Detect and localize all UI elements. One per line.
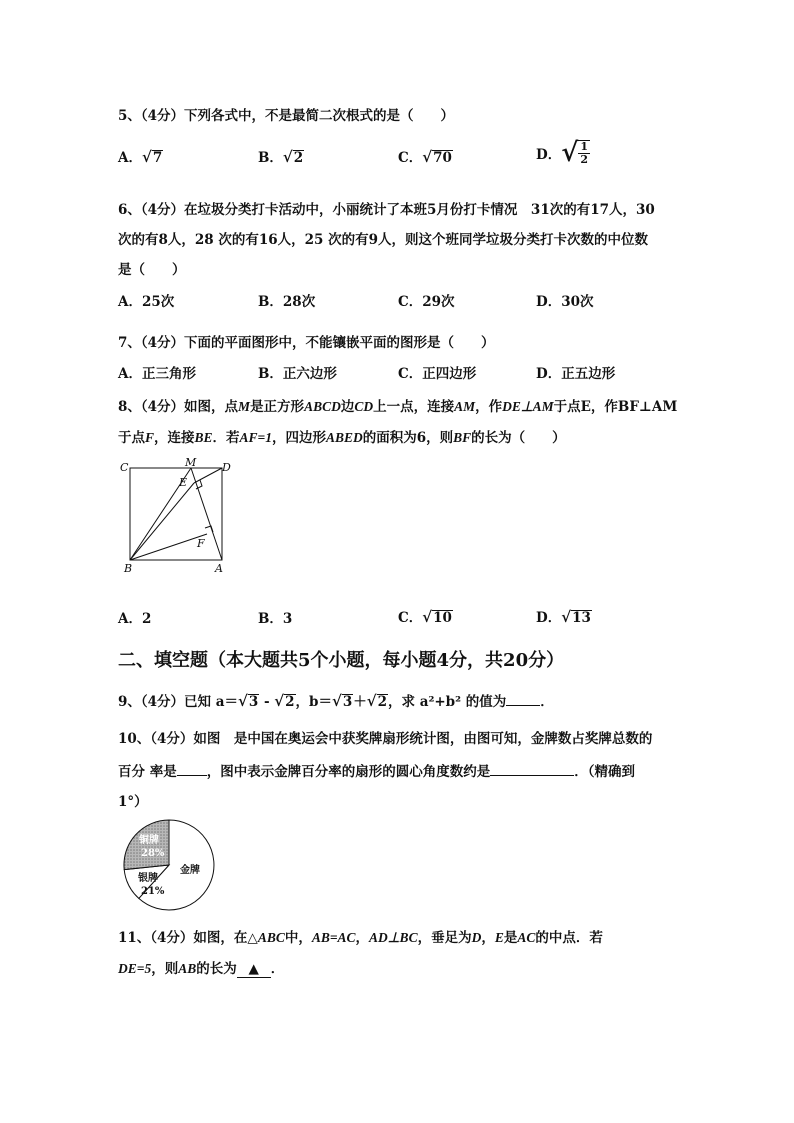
answer-blank[interactable]	[506, 705, 540, 706]
q8-var-abed: ABED	[325, 430, 363, 445]
q8-var-am: AM	[454, 399, 476, 414]
answer-blank[interactable]	[490, 775, 574, 776]
q8-var-bf: BF	[453, 430, 472, 445]
q8-text: 上一点，连接	[373, 399, 455, 415]
q8-text: 的面积为6，则	[362, 430, 454, 446]
q5-option-b	[258, 146, 304, 166]
fraction-numerator: 1	[580, 140, 588, 153]
q11-text: ，	[481, 930, 495, 946]
q10-text: ．（精确到	[574, 764, 635, 780]
q5-option-b-radicand: 2	[293, 150, 304, 166]
q5-option-d-label: D．	[536, 147, 562, 163]
q11-text: 是	[503, 930, 518, 946]
q9-text: ．	[540, 694, 554, 710]
q6-option-d: D．30次	[536, 294, 594, 310]
q5-option-c-label: C．	[398, 150, 423, 166]
label-e: E	[179, 476, 188, 489]
label-a: A	[215, 562, 223, 575]
q8-option-a: A．2	[118, 611, 152, 627]
q8-text: ，连接	[154, 430, 195, 446]
q8-option-d	[536, 606, 592, 626]
pie-label-silver-pct: 21%	[141, 886, 165, 897]
q10-line-1: 10、（4分）如图 是中国在奥运会中获奖牌扇形统计图，由图可知，金牌数占奖牌总数的	[118, 731, 653, 747]
q8-var-be: BE	[194, 430, 213, 445]
q8-option-c-label: C．	[398, 610, 423, 626]
q10-line-2	[118, 760, 635, 780]
q9-text: 9、（4分）已知 a＝	[118, 694, 238, 710]
q9-line	[118, 690, 554, 710]
label-d: D	[222, 461, 231, 474]
medal-pie-chart	[118, 816, 218, 914]
sqrt-sign: √	[331, 692, 342, 710]
q8-option-d-radicand: 13	[572, 610, 591, 626]
q5-option-a-label: A．	[118, 150, 142, 166]
q11-var-ab-ac: AB=AC	[311, 930, 356, 945]
q8-text: 于点E，作BF⊥AM	[553, 399, 678, 415]
q8-text: 的长为（ ）	[471, 430, 566, 446]
q11-text: 11、（4分）如图，在△	[118, 930, 258, 946]
q8-text: ．若	[212, 430, 240, 446]
q5-option-c-radicand: 70	[433, 150, 452, 166]
q11-text: 的中点．若	[535, 930, 603, 946]
sqrt-sign: √	[561, 608, 572, 626]
q9-text: ，b＝	[295, 694, 332, 710]
q8-var-de-perp-am: DE⊥AM	[502, 399, 554, 414]
q8-text: 于点	[118, 430, 145, 446]
q6-line-2: 次的有8人，28 次的有16人，25 次的有9人，则这个班同学垃圾分类打卡次数的中位数	[118, 232, 649, 248]
q6-option-b: B．28次	[258, 294, 316, 310]
q10-text: ，图中表示金牌百分率的扇形的圆心角度数约是	[206, 764, 491, 780]
q11-var-d: D	[471, 930, 482, 945]
q9-plus: ＋	[353, 694, 367, 710]
q8-line-1	[118, 395, 677, 415]
fraction-denominator: 2	[580, 153, 588, 166]
q9-radicand-2: 2	[377, 694, 388, 710]
label-b: B	[124, 562, 133, 575]
q8-var-abcd: ABCD	[304, 399, 341, 414]
q11-line-2	[118, 957, 284, 978]
segment-de	[194, 468, 222, 483]
pie-label-copper: 铜牌	[139, 835, 159, 846]
label-c: C	[120, 461, 129, 474]
q9-radicand-2: 2	[285, 694, 295, 710]
q7-option-d: D．正五边形	[536, 366, 616, 382]
q8-text: 8、（4分）如图，点	[118, 399, 239, 415]
q5-option-a-radicand: 7	[152, 150, 163, 166]
answer-blank[interactable]	[177, 775, 207, 776]
sqrt-sign: √	[366, 692, 377, 710]
q8-var-f: F	[145, 430, 155, 445]
pie-label-copper-pct: 28%	[141, 848, 165, 859]
q7-stem: 7、（4分）下面的平面图形中，不能镶嵌平面的图形是（ ）	[118, 335, 495, 351]
q5-stem: 5、（4分）下列各式中，不是最简二次根式的是（ ）	[118, 108, 455, 124]
q8-text: ，作	[475, 399, 503, 415]
sqrt-sign: √	[274, 692, 285, 710]
label-m: M	[185, 458, 197, 469]
q11-var-ac: AC	[517, 930, 536, 945]
q5-option-a	[118, 146, 163, 166]
q11-var-ad-bc: AD⊥BC	[369, 930, 418, 945]
answer-blank[interactable]: ▲	[237, 961, 271, 978]
q11-text: ，则	[151, 961, 179, 977]
q8-text: 边	[340, 399, 355, 415]
sqrt-sign: √	[422, 608, 433, 626]
q11-text: ，垂足为	[417, 930, 472, 946]
sqrt-sign: √	[561, 138, 579, 168]
q8-option-b: B．3	[258, 611, 293, 627]
segment-bf	[130, 534, 207, 560]
q9-minus: -	[259, 694, 275, 710]
q9-text: ，求 a²+b² 的值为	[388, 694, 507, 710]
q11-text: 的长为	[196, 961, 237, 977]
sqrt-sign: √	[422, 148, 433, 166]
q8-line-2	[118, 426, 566, 446]
q5-option-c	[398, 146, 453, 166]
q6-line-1: 6、（4分）在垃圾分类打卡活动中，小丽统计了本班5月份打卡情况 31次的有17人，30	[118, 202, 655, 218]
q7-option-a: A．正三角形	[118, 366, 196, 382]
segment-be	[130, 483, 194, 560]
q10-line-3: 1°）	[118, 794, 148, 810]
q8-text: 是正方形	[250, 399, 305, 415]
q8-option-c-radicand: 10	[433, 610, 452, 626]
q5-option-b-label: B．	[258, 150, 283, 166]
q10-text: 百分 率是	[118, 764, 177, 780]
pie-label-gold: 金牌	[180, 865, 200, 876]
q8-option-d-label: D．	[536, 610, 562, 626]
sqrt-sign: √	[141, 148, 152, 166]
q7-option-c: C．正四边形	[398, 366, 477, 382]
square-abcd	[130, 468, 222, 560]
q11-text: ，	[355, 930, 370, 946]
q11-var-de: DE=5	[118, 961, 152, 976]
pie-label-silver: 银牌	[138, 873, 158, 884]
q8-var-cd: CD	[354, 399, 374, 414]
q6-line-3: 是（ ）	[118, 262, 186, 278]
q7-option-b: B．正六边形	[258, 366, 337, 382]
q11-line-1	[118, 926, 603, 946]
q11-var-ab: AB	[178, 961, 197, 976]
q8-square-figure	[118, 458, 238, 578]
q11-text: ．	[270, 961, 285, 977]
q6-option-c: C．29次	[398, 294, 455, 310]
q11-var-abc: ABC	[257, 930, 285, 945]
sqrt-sign: √	[282, 148, 293, 166]
sqrt-sign: √	[237, 692, 248, 710]
q9-radicand-3: 3	[248, 694, 259, 710]
q8-text: ，四边形	[271, 430, 326, 446]
q11-var-e: E	[494, 930, 504, 945]
q5-option-d-fraction	[578, 140, 590, 166]
q8-var-m: M	[238, 399, 251, 414]
q6-option-a: A．25次	[118, 294, 175, 310]
q8-option-c	[398, 606, 453, 626]
q8-var-af: AF=1	[239, 430, 272, 445]
section-heading: 二、填空题（本大题共5个小题，每小题4分，共20分）	[118, 650, 565, 671]
label-f: F	[197, 537, 205, 550]
q5-option-d	[536, 138, 590, 168]
q9-radicand-3: 3	[342, 694, 353, 710]
q11-text: 中，	[284, 930, 312, 946]
